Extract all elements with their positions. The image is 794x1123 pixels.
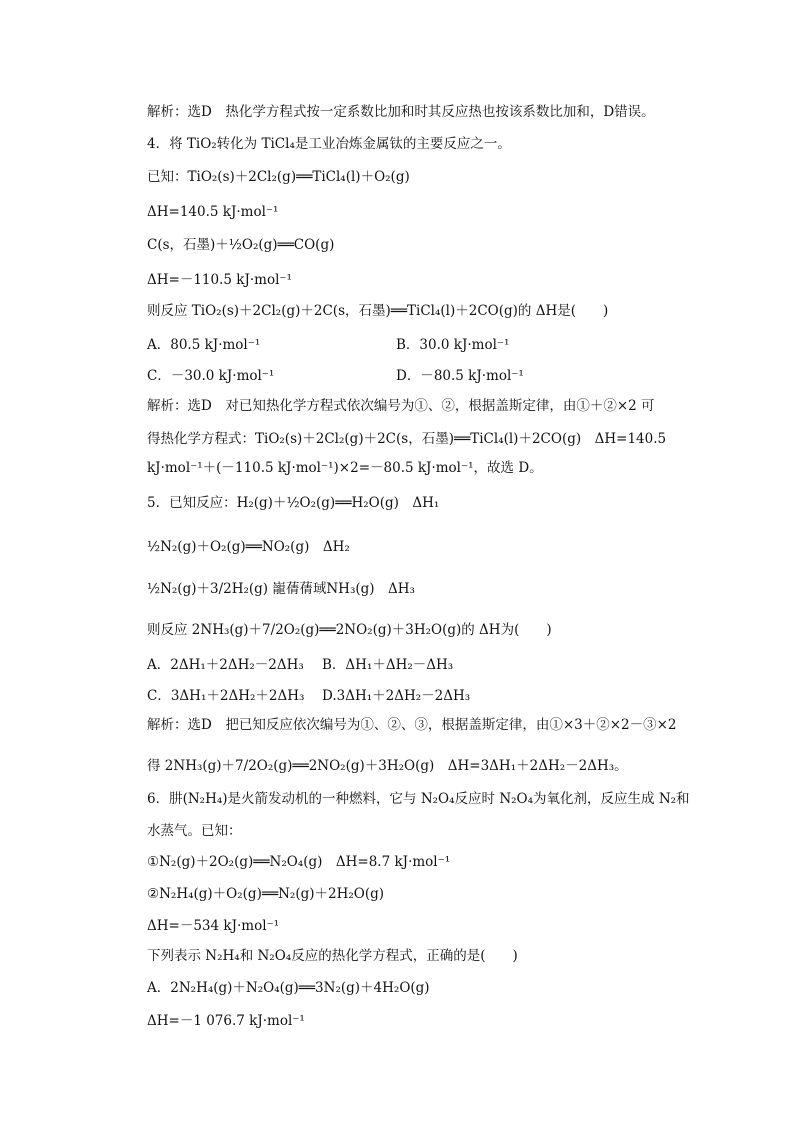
q5-option-b: B．ΔH₁＋ΔH₂－ΔH₃ — [322, 657, 454, 673]
question-6-prompt: 下列表示 N₂H₄和 N₂O₄反应的热化学方程式，正确的是( ) — [147, 948, 518, 964]
q6-eq2-enthalpy: ΔH=－534 kJ·mol⁻¹ — [147, 918, 280, 934]
q5-known-eq3: ½N₂(g)＋3/2H₂(g) 巃蒨蒨琙NH₃(g) ΔH₃ — [147, 581, 415, 597]
q6-known-eq2: ②N₂H₄(g)＋O₂(g)══N₂(g)＋2H₂O(g) — [147, 886, 385, 902]
q4-option-d: D．－80.5 kJ·mol⁻¹ — [396, 368, 524, 384]
analysis-q4-line1: 解析：选D 对已知热化学方程式依次编号为①、②，根据盖斯定律，由①＋②×2 可 — [147, 398, 655, 414]
q4-known-eq2: C(s，石墨)＋½O₂(g)══CO(g) — [147, 237, 335, 253]
analysis-q4-line3: kJ·mol⁻¹＋(－110.5 kJ·mol⁻¹)×2=－80.5 kJ·mol⁻¹，故选 D。 — [147, 460, 543, 476]
analysis-q3: 解析：选D 热化学方程式按一定系数比加和时其反应热也按该系数比加和，D错误。 — [147, 104, 655, 120]
q6-option-a-enthalpy: ΔH=－1 076.7 kJ·mol⁻¹ — [147, 1013, 305, 1029]
q4-option-a: A．80.5 kJ·mol⁻¹ — [147, 337, 261, 353]
q6-known-eq1: ①N₂(g)＋2O₂(g)══N₂O₄(g) ΔH=8.7 kJ·mol⁻¹ — [147, 854, 451, 870]
question-6-stem-cont: 水蒸气。已知： — [147, 823, 242, 839]
q4-target-reaction: 则反应 TiO₂(s)＋2Cl₂(g)＋2C(s，石墨)══TiCl₄(l)＋2CO(g)的 ΔH是( ) — [147, 303, 609, 319]
q4-known-eq1: 已知：TiO₂(s)＋2Cl₂(g)══TiCl₄(l)＋O₂(g) — [147, 169, 410, 185]
q4-eq1-enthalpy: ΔH=140.5 kJ·mol⁻¹ — [147, 204, 279, 220]
q5-option-c: C．3ΔH₁＋2ΔH₂＋2ΔH₃ — [147, 688, 305, 704]
question-5-stem: 5．已知反应：H₂(g)＋½O₂(g)══H₂O(g) ΔH₁ — [147, 495, 440, 511]
q5-target-reaction: 则反应 2NH₃(g)＋7/2O₂(g)══2NO₂(g)＋3H₂O(g)的 ΔH为( ) — [147, 622, 552, 638]
q5-known-eq2: ½N₂(g)＋O₂(g)══NO₂(g) ΔH₂ — [147, 539, 350, 555]
q4-option-b: B．30.0 kJ·mol⁻¹ — [396, 337, 510, 353]
analysis-q5-line2: 得 2NH₃(g)＋7/2O₂(g)══2NO₂(g)＋3H₂O(g) ΔH=3ΔH₁＋2ΔH₂－2ΔH₃。 — [147, 758, 628, 774]
question-6-stem: 6．肼(N₂H₄)是火箭发动机的一种燃料，它与 N₂O₄反应时 N₂O₄为氧化剂，反应生成 N₂和 — [147, 791, 690, 807]
analysis-q4-line2: 得热化学方程式：TiO₂(s)＋2Cl₂(g)＋2C(s，石墨)══TiCl₄(l)＋2CO(g) ΔH=140.5 — [147, 431, 667, 447]
q6-option-a: A．2N₂H₄(g)＋N₂O₄(g)══3N₂(g)＋4H₂O(g) — [147, 980, 430, 996]
q5-option-a: A．2ΔH₁＋2ΔH₂－2ΔH₃ — [147, 657, 304, 673]
q5-option-d: D.3ΔH₁＋2ΔH₂－2ΔH₃ — [322, 688, 471, 704]
q4-option-c: C．－30.0 kJ·mol⁻¹ — [147, 368, 275, 384]
q4-eq2-enthalpy: ΔH=－110.5 kJ·mol⁻¹ — [147, 272, 292, 288]
question-4-stem: 4．将 TiO₂转化为 TiCl₄是工业冶炼金属钛的主要反应之一。 — [147, 136, 511, 152]
analysis-q5-line1: 解析：选D 把已知反应依次编号为①、②、③，根据盖斯定律，由①×3＋②×2－③×2 — [147, 717, 677, 733]
